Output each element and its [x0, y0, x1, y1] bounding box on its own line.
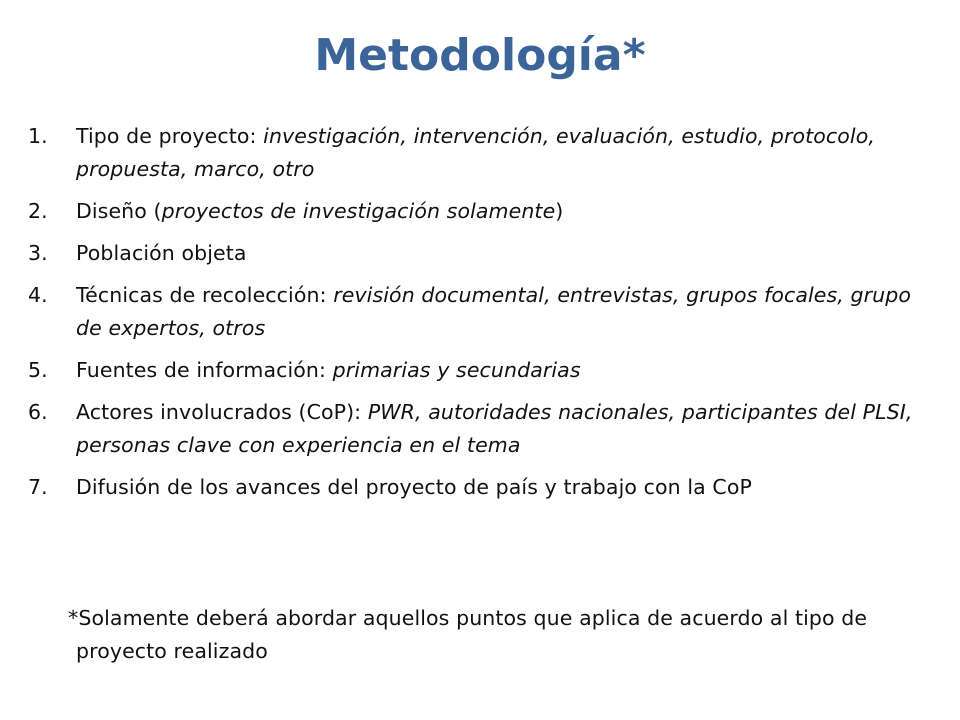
list-item [28, 396, 938, 462]
list-item [28, 471, 938, 504]
item-number: 2. [28, 199, 48, 223]
item-italic-text: PWR, autoridades nacionales, participantes del PLSI, personas clave con experiencia en el tema [76, 400, 913, 457]
list-item [28, 279, 938, 345]
list-item [28, 354, 938, 387]
item-number: 4. [28, 283, 48, 307]
item-italic-text: revisión documental, entrevistas, grupos focales, grupo de expertos, otros [76, 283, 912, 340]
item-italic-text: primarias y secundarias [332, 358, 581, 382]
item-number: 1. [28, 124, 48, 148]
methodology-list [28, 120, 938, 513]
list-item [28, 237, 938, 270]
item-tail-text: ) [555, 199, 564, 223]
item-lead-text: Actores involucrados (CoP): [76, 400, 368, 424]
slide-title: Metodología* [314, 30, 646, 81]
item-lead-text: Diseño ( [76, 199, 162, 223]
item-lead-text: Población objeta [76, 241, 247, 265]
item-lead-text: Difusión de los avances del proyecto de país y trabajo con la CoP [76, 475, 752, 499]
item-number: 5. [28, 358, 48, 382]
item-number: 7. [28, 475, 48, 499]
list-item [28, 195, 938, 228]
item-lead-text: Fuentes de información: [76, 358, 333, 382]
footnote: *Solamente deberá abordar aquellos puntos que aplica de acuerdo al tipo de proyecto realizado [68, 606, 868, 663]
item-italic-text: investigación, intervención, evaluación, estudio, protocolo, propuesta, marco, otro [76, 124, 875, 181]
item-italic-text: proyectos de investigación solamente [161, 199, 556, 223]
item-number: 6. [28, 400, 48, 424]
item-lead-text: Técnicas de recolección: [76, 283, 334, 307]
list-item [28, 120, 938, 186]
item-number: 3. [28, 241, 48, 265]
item-lead-text: Tipo de proyecto: [76, 124, 264, 148]
